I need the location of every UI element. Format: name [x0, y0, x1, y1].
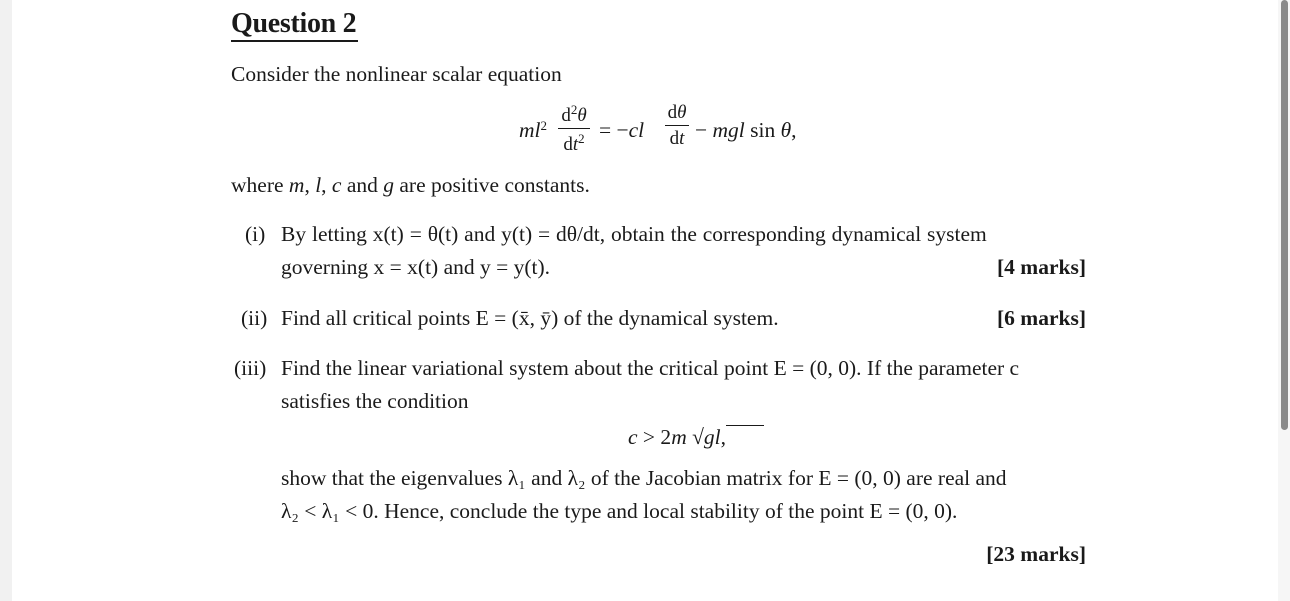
- part-i-label: (i): [245, 222, 266, 246]
- part-i-line1: By letting x(t) = θ(t) and y(t) = dθ/dt, obtain the corresponding dynamical system: [281, 222, 987, 246]
- document-page: [12, 0, 1278, 601]
- part-iii-marks: [23 marks]: [986, 542, 1086, 566]
- vertical-scrollbar[interactable]: [1278, 0, 1290, 601]
- part-iii-line3: show that the eigenvalues λ₁ and λ₂ of the Jacobian matrix for E = (0, 0) are real and: [281, 466, 1007, 490]
- part-ii-label: (ii): [241, 306, 268, 330]
- eq-second-derivative: $d^2\theta$ $dt^2$: [558, 103, 590, 154]
- eq-first-derivative: dθ dt: [665, 103, 689, 148]
- eq-rhs-gravity: − mgl sin θ,: [695, 118, 797, 142]
- title-underline: [231, 40, 358, 42]
- intro-text: Consider the nonlinear scalar equation: [231, 62, 562, 86]
- constants-line: where m, l, c and g are positive constants.: [231, 173, 590, 197]
- scrollbar-thumb[interactable]: [1281, 0, 1288, 430]
- part-i-line2: governing x = x(t) and y = y(t).: [281, 255, 551, 279]
- constants-suffix: are positive constants.: [399, 173, 590, 197]
- sqrt-vinculum: [726, 425, 764, 426]
- question-title: Question 2: [231, 8, 357, 39]
- part-ii-marks: [6 marks]: [997, 306, 1086, 330]
- part-ii-line1: Find all critical points E = (x̄, ȳ) of the dynamical system.: [281, 306, 779, 330]
- const-l: l: [315, 173, 322, 197]
- constants-and: and: [346, 173, 378, 197]
- part-iii-line4: λ₂ < λ₁ < 0. Hence, conclude the type and local stability of the point E = (0, 0).: [281, 499, 958, 523]
- constants-prefix: where: [231, 173, 284, 197]
- part-i-marks: [4 marks]: [997, 255, 1086, 279]
- eq-lhs-coef: $ml^2$: [519, 118, 547, 142]
- const-m: m: [288, 173, 305, 197]
- part-iii-line1: Find the linear variational system about the critical point E = (0, 0). If the parameter c: [281, 356, 1020, 380]
- eq-rhs-damping: = −cl: [599, 118, 645, 142]
- const-g: g: [383, 173, 395, 197]
- const-c: c: [331, 173, 342, 197]
- part-iii-label: (iii): [234, 356, 267, 380]
- condition-equation: c > 2m √gl,: [628, 425, 727, 449]
- part-iii-line2: satisfies the condition: [281, 389, 469, 413]
